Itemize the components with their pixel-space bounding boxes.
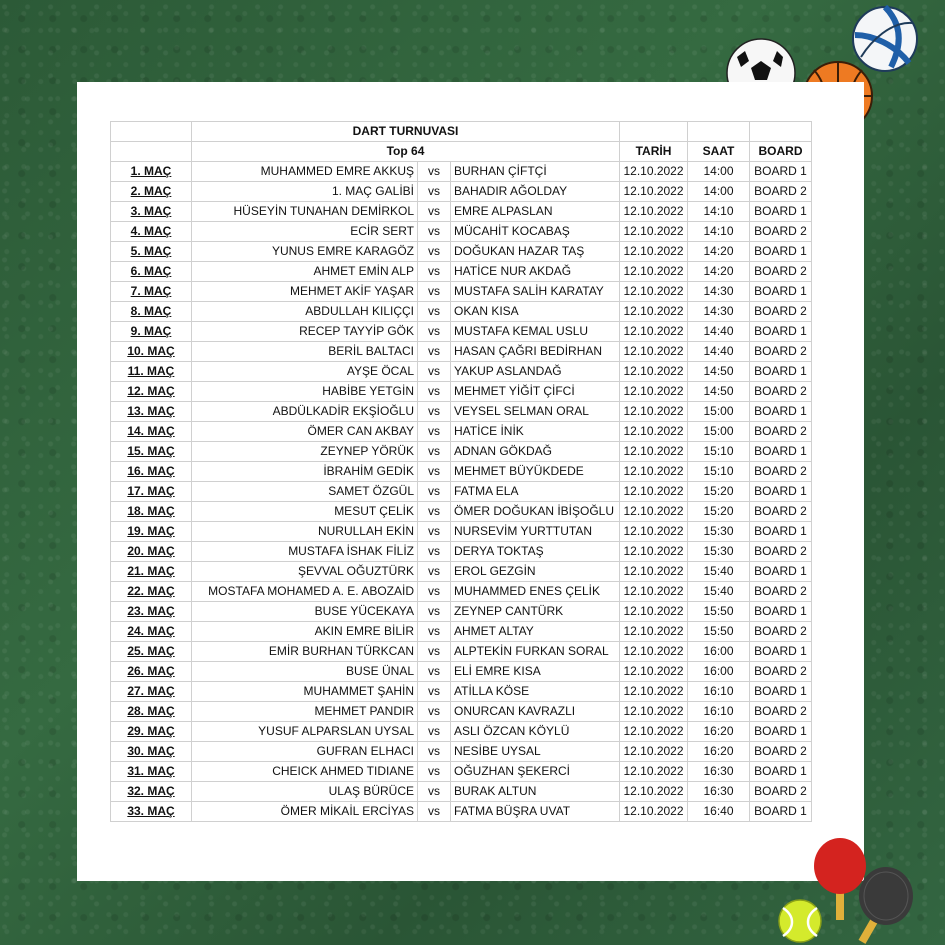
board-cell[interactable]: BOARD 1 <box>750 362 812 382</box>
date-cell[interactable]: 12.10.2022 <box>620 342 688 362</box>
home-player-cell[interactable]: AHMET EMİN ALP <box>192 262 418 282</box>
date-cell[interactable]: 12.10.2022 <box>620 322 688 342</box>
home-player-cell[interactable]: BERİL BALTACI <box>192 342 418 362</box>
home-player-cell[interactable]: ÖMER CAN AKBAY <box>192 422 418 442</box>
match-number-cell[interactable]: 11. MAÇ <box>111 362 192 382</box>
round-label: Top 64 <box>192 142 620 162</box>
vs-cell[interactable]: vs <box>418 222 451 242</box>
time-cell[interactable]: 15:20 <box>688 502 750 522</box>
date-cell[interactable]: 12.10.2022 <box>620 162 688 182</box>
time-cell[interactable]: 15:40 <box>688 582 750 602</box>
vs-cell[interactable]: vs <box>418 742 451 762</box>
board-cell[interactable]: BOARD 2 <box>750 262 812 282</box>
home-player-cell[interactable]: YUSUF ALPARSLAN UYSAL <box>192 722 418 742</box>
table-row <box>111 802 812 822</box>
table-row <box>111 302 812 322</box>
table-row <box>111 582 812 602</box>
board-cell[interactable]: BOARD 2 <box>750 502 812 522</box>
vs-cell[interactable]: vs <box>418 302 451 322</box>
date-cell[interactable]: 12.10.2022 <box>620 502 688 522</box>
away-player-cell[interactable]: ELİ EMRE KISA <box>451 662 620 682</box>
table-row <box>111 402 812 422</box>
away-player-cell[interactable]: MUSTAFA SALİH KARATAY <box>451 282 620 302</box>
time-cell[interactable]: 15:10 <box>688 442 750 462</box>
date-cell[interactable]: 12.10.2022 <box>620 262 688 282</box>
away-player-cell[interactable]: ASLI ÖZCAN KÖYLÜ <box>451 722 620 742</box>
match-number-cell[interactable]: 4. MAÇ <box>111 222 192 242</box>
date-cell[interactable]: 12.10.2022 <box>620 602 688 622</box>
date-cell[interactable]: 12.10.2022 <box>620 242 688 262</box>
ping-pong-paddles-icon <box>814 838 918 944</box>
date-cell[interactable]: 12.10.2022 <box>620 302 688 322</box>
home-player-cell[interactable]: HÜSEYİN TUNAHAN DEMİRKOL <box>192 202 418 222</box>
match-number-cell[interactable]: 30. MAÇ <box>111 742 192 762</box>
home-player-cell[interactable]: AYŞE ÖCAL <box>192 362 418 382</box>
home-player-cell[interactable]: ECİR SERT <box>192 222 418 242</box>
home-player-cell[interactable]: ÖMER MİKAİL ERCİYAS <box>192 802 418 822</box>
time-cell[interactable]: 16:40 <box>688 802 750 822</box>
table-row <box>111 202 812 222</box>
home-player-cell[interactable]: MESUT ÇELİK <box>192 502 418 522</box>
match-number-cell[interactable]: 29. MAÇ <box>111 722 192 742</box>
table-row <box>111 462 812 482</box>
match-number-cell[interactable]: 12. MAÇ <box>111 382 192 402</box>
date-cell[interactable]: 12.10.2022 <box>620 642 688 662</box>
board-cell[interactable]: BOARD 1 <box>750 802 812 822</box>
match-number-cell[interactable]: 28. MAÇ <box>111 702 192 722</box>
vs-cell[interactable]: vs <box>418 182 451 202</box>
away-player-cell[interactable]: BURHAN ÇİFTÇİ <box>451 162 620 182</box>
header-row <box>111 142 812 162</box>
board-cell[interactable]: BOARD 2 <box>750 302 812 322</box>
table-row <box>111 342 812 362</box>
away-player-cell[interactable]: EROL GEZGİN <box>451 562 620 582</box>
away-player-cell[interactable]: EMRE ALPASLAN <box>451 202 620 222</box>
home-player-cell[interactable]: ZEYNEP YÖRÜK <box>192 442 418 462</box>
vs-cell[interactable]: vs <box>418 162 451 182</box>
board-cell[interactable]: BOARD 1 <box>750 162 812 182</box>
date-cell[interactable]: 12.10.2022 <box>620 222 688 242</box>
away-player-cell[interactable]: FATMA BÜŞRA UVAT <box>451 802 620 822</box>
table-row <box>111 182 812 202</box>
table-row <box>111 162 812 182</box>
vs-cell[interactable]: vs <box>418 482 451 502</box>
board-cell[interactable]: BOARD 2 <box>750 782 812 802</box>
vs-cell[interactable]: vs <box>418 782 451 802</box>
home-player-cell[interactable]: MOSTAFA MOHAMED A. E. ABOZAİD <box>192 582 418 602</box>
board-cell[interactable]: BOARD 2 <box>750 222 812 242</box>
time-cell[interactable]: 15:00 <box>688 402 750 422</box>
away-player-cell[interactable]: MEHMET BÜYÜKDEDE <box>451 462 620 482</box>
tennis-ball-icon <box>777 898 823 944</box>
away-player-cell[interactable]: DERYA TOKTAŞ <box>451 542 620 562</box>
time-cell[interactable]: 16:10 <box>688 682 750 702</box>
date-cell[interactable]: 12.10.2022 <box>620 762 688 782</box>
date-cell[interactable]: 12.10.2022 <box>620 382 688 402</box>
vs-cell[interactable]: vs <box>418 362 451 382</box>
time-cell[interactable]: 14:20 <box>688 262 750 282</box>
board-cell[interactable]: BOARD 2 <box>750 462 812 482</box>
date-cell[interactable]: 12.10.2022 <box>620 722 688 742</box>
board-cell[interactable]: BOARD 2 <box>750 182 812 202</box>
away-player-cell[interactable]: BURAK ALTUN <box>451 782 620 802</box>
table-row <box>111 362 812 382</box>
match-number-cell[interactable]: 14. MAÇ <box>111 422 192 442</box>
board-cell[interactable]: BOARD 1 <box>750 482 812 502</box>
table-row <box>111 522 812 542</box>
vs-cell[interactable]: vs <box>418 562 451 582</box>
time-cell[interactable]: 15:50 <box>688 622 750 642</box>
time-cell[interactable]: 16:10 <box>688 702 750 722</box>
time-cell[interactable]: 16:30 <box>688 782 750 802</box>
match-number-cell[interactable]: 24. MAÇ <box>111 622 192 642</box>
match-number-cell[interactable]: 21. MAÇ <box>111 562 192 582</box>
board-cell[interactable]: BOARD 1 <box>750 762 812 782</box>
tournament-title: DART TURNUVASI <box>192 122 620 142</box>
table-row <box>111 322 812 342</box>
home-player-cell[interactable]: HABİBE YETGİN <box>192 382 418 402</box>
home-player-cell[interactable]: ŞEVVAL OĞUZTÜRK <box>192 562 418 582</box>
match-number-cell[interactable]: 1. MAÇ <box>111 162 192 182</box>
board-cell[interactable]: BOARD 2 <box>750 622 812 642</box>
date-header: TARİH <box>620 142 688 162</box>
home-player-cell[interactable]: SAMET ÖZGÜL <box>192 482 418 502</box>
blank-cell[interactable] <box>750 122 812 142</box>
date-cell[interactable]: 12.10.2022 <box>620 542 688 562</box>
away-player-cell[interactable]: HASAN ÇAĞRI BEDİRHAN <box>451 342 620 362</box>
board-cell[interactable]: BOARD 2 <box>750 582 812 602</box>
board-cell[interactable]: BOARD 2 <box>750 382 812 402</box>
time-cell[interactable]: 16:20 <box>688 722 750 742</box>
match-number-cell[interactable]: 33. MAÇ <box>111 802 192 822</box>
board-cell[interactable]: BOARD 1 <box>750 242 812 262</box>
table-row <box>111 222 812 242</box>
time-cell[interactable]: 14:20 <box>688 242 750 262</box>
time-cell[interactable]: 14:40 <box>688 322 750 342</box>
home-player-cell[interactable]: AKIN EMRE BİLİR <box>192 622 418 642</box>
home-player-cell[interactable]: RECEP TAYYİP GÖK <box>192 322 418 342</box>
away-player-cell[interactable]: ADNAN GÖKDAĞ <box>451 442 620 462</box>
away-player-cell[interactable]: MUSTAFA KEMAL USLU <box>451 322 620 342</box>
table-row <box>111 622 812 642</box>
match-number-cell[interactable]: 6. MAÇ <box>111 262 192 282</box>
board-cell[interactable]: BOARD 1 <box>750 722 812 742</box>
board-cell[interactable]: BOARD 1 <box>750 682 812 702</box>
corner-cell[interactable] <box>111 122 192 142</box>
away-player-cell[interactable]: ALPTEKİN FURKAN SORAL <box>451 642 620 662</box>
match-number-cell[interactable]: 10. MAÇ <box>111 342 192 362</box>
vs-cell[interactable]: vs <box>418 802 451 822</box>
match-number-cell[interactable]: 2. MAÇ <box>111 182 192 202</box>
vs-cell[interactable]: vs <box>418 442 451 462</box>
home-player-cell[interactable]: MUSTAFA İSHAK FİLİZ <box>192 542 418 562</box>
time-cell[interactable]: 15:10 <box>688 462 750 482</box>
match-number-cell[interactable]: 18. MAÇ <box>111 502 192 522</box>
blank-cell[interactable] <box>688 122 750 142</box>
table-row <box>111 502 812 522</box>
home-player-cell[interactable]: BUSE ÜNAL <box>192 662 418 682</box>
away-player-cell[interactable]: NURSEVİM YURTTUTAN <box>451 522 620 542</box>
vs-cell[interactable]: vs <box>418 202 451 222</box>
away-player-cell[interactable]: BAHADIR AĞOLDAY <box>451 182 620 202</box>
vs-cell[interactable]: vs <box>418 682 451 702</box>
board-cell[interactable]: BOARD 2 <box>750 742 812 762</box>
home-player-cell[interactable]: MEHMET PANDIR <box>192 702 418 722</box>
board-cell[interactable]: BOARD 2 <box>750 422 812 442</box>
time-header: SAAT <box>688 142 750 162</box>
date-cell[interactable]: 12.10.2022 <box>620 282 688 302</box>
date-cell[interactable]: 12.10.2022 <box>620 402 688 422</box>
table-row <box>111 262 812 282</box>
time-cell[interactable]: 14:50 <box>688 362 750 382</box>
blank-cell[interactable] <box>620 122 688 142</box>
blank-cell[interactable] <box>111 142 192 162</box>
home-player-cell[interactable]: YUNUS EMRE KARAGÖZ <box>192 242 418 262</box>
date-cell[interactable]: 12.10.2022 <box>620 202 688 222</box>
vs-cell[interactable]: vs <box>418 422 451 442</box>
match-number-cell[interactable]: 19. MAÇ <box>111 522 192 542</box>
match-number-cell[interactable]: 25. MAÇ <box>111 642 192 662</box>
board-header: BOARD <box>750 142 812 162</box>
vs-cell[interactable]: vs <box>418 282 451 302</box>
vs-cell[interactable]: vs <box>418 722 451 742</box>
away-player-cell[interactable]: MUHAMMED ENES ÇELİK <box>451 582 620 602</box>
table-row <box>111 762 812 782</box>
away-player-cell[interactable]: NESİBE UYSAL <box>451 742 620 762</box>
board-cell[interactable]: BOARD 1 <box>750 522 812 542</box>
board-cell[interactable]: BOARD 1 <box>750 322 812 342</box>
vs-cell[interactable]: vs <box>418 542 451 562</box>
date-cell[interactable]: 12.10.2022 <box>620 522 688 542</box>
vs-cell[interactable]: vs <box>418 262 451 282</box>
away-player-cell[interactable]: YAKUP ASLANDAĞ <box>451 362 620 382</box>
board-cell[interactable]: BOARD 1 <box>750 442 812 462</box>
match-number-cell[interactable]: 26. MAÇ <box>111 662 192 682</box>
time-cell[interactable]: 14:30 <box>688 282 750 302</box>
vs-cell[interactable]: vs <box>418 662 451 682</box>
board-cell[interactable]: BOARD 1 <box>750 562 812 582</box>
date-cell[interactable]: 12.10.2022 <box>620 462 688 482</box>
home-player-cell[interactable]: EMİR BURHAN TÜRKCAN <box>192 642 418 662</box>
vs-cell[interactable]: vs <box>418 322 451 342</box>
date-cell[interactable]: 12.10.2022 <box>620 802 688 822</box>
away-player-cell[interactable]: HATİCE İNİK <box>451 422 620 442</box>
match-number-cell[interactable]: 13. MAÇ <box>111 402 192 422</box>
match-number-cell[interactable]: 17. MAÇ <box>111 482 192 502</box>
vs-cell[interactable]: vs <box>418 582 451 602</box>
away-player-cell[interactable]: AHMET ALTAY <box>451 622 620 642</box>
match-number-cell[interactable]: 23. MAÇ <box>111 602 192 622</box>
table-row <box>111 682 812 702</box>
board-cell[interactable]: BOARD 1 <box>750 402 812 422</box>
home-player-cell[interactable]: NURULLAH EKİN <box>192 522 418 542</box>
time-cell[interactable]: 14:00 <box>688 182 750 202</box>
table-row <box>111 642 812 662</box>
date-cell[interactable]: 12.10.2022 <box>620 702 688 722</box>
home-player-cell[interactable]: ABDULLAH KILIÇÇI <box>192 302 418 322</box>
time-cell[interactable]: 15:40 <box>688 562 750 582</box>
home-player-cell[interactable]: CHEICK AHMED TIDIANE <box>192 762 418 782</box>
match-number-cell[interactable]: 16. MAÇ <box>111 462 192 482</box>
vs-cell[interactable]: vs <box>418 402 451 422</box>
date-cell[interactable]: 12.10.2022 <box>620 742 688 762</box>
vs-cell[interactable]: vs <box>418 242 451 262</box>
table-row <box>111 542 812 562</box>
match-number-cell[interactable]: 32. MAÇ <box>111 782 192 802</box>
match-number-cell[interactable]: 27. MAÇ <box>111 682 192 702</box>
table-row <box>111 602 812 622</box>
match-number-cell[interactable]: 8. MAÇ <box>111 302 192 322</box>
table-row <box>111 722 812 742</box>
time-cell[interactable]: 14:10 <box>688 202 750 222</box>
match-number-cell[interactable]: 15. MAÇ <box>111 442 192 462</box>
table-row <box>111 282 812 302</box>
away-player-cell[interactable]: VEYSEL SELMAN ORAL <box>451 402 620 422</box>
date-cell[interactable]: 12.10.2022 <box>620 582 688 602</box>
table-row <box>111 242 812 262</box>
away-player-cell[interactable]: ÖMER DOĞUKAN İBİŞOĞLU <box>451 502 620 522</box>
time-cell[interactable]: 14:40 <box>688 342 750 362</box>
table-row <box>111 702 812 722</box>
away-player-cell[interactable]: MÜCAHİT KOCABAŞ <box>451 222 620 242</box>
away-player-cell[interactable]: DOĞUKAN HAZAR TAŞ <box>451 242 620 262</box>
match-number-cell[interactable]: 3. MAÇ <box>111 202 192 222</box>
table-row <box>111 442 812 462</box>
vs-cell[interactable]: vs <box>418 502 451 522</box>
away-player-cell[interactable]: OĞUZHAN ŞEKERCİ <box>451 762 620 782</box>
time-cell[interactable]: 16:00 <box>688 662 750 682</box>
away-player-cell[interactable]: FATMA ELA <box>451 482 620 502</box>
match-number-cell[interactable]: 5. MAÇ <box>111 242 192 262</box>
date-cell[interactable]: 12.10.2022 <box>620 182 688 202</box>
home-player-cell[interactable]: İBRAHİM GEDİK <box>192 462 418 482</box>
board-cell[interactable]: BOARD 1 <box>750 202 812 222</box>
away-player-cell[interactable]: ZEYNEP CANTÜRK <box>451 602 620 622</box>
board-cell[interactable]: BOARD 1 <box>750 282 812 302</box>
away-player-cell[interactable]: MEHMET YİĞİT ÇİFCİ <box>451 382 620 402</box>
time-cell[interactable]: 15:30 <box>688 542 750 562</box>
vs-cell[interactable]: vs <box>418 342 451 362</box>
date-cell[interactable]: 12.10.2022 <box>620 562 688 582</box>
vs-cell[interactable]: vs <box>418 462 451 482</box>
home-player-cell[interactable]: ULAŞ BÜRÜCE <box>192 782 418 802</box>
board-cell[interactable]: BOARD 2 <box>750 662 812 682</box>
time-cell[interactable]: 15:30 <box>688 522 750 542</box>
date-cell[interactable]: 12.10.2022 <box>620 422 688 442</box>
vs-cell[interactable]: vs <box>418 522 451 542</box>
time-cell[interactable]: 14:50 <box>688 382 750 402</box>
home-player-cell[interactable]: ABDÜLKADİR EKŞİOĞLU <box>192 402 418 422</box>
match-schedule-table <box>110 121 812 822</box>
home-player-cell[interactable]: MEHMET AKİF YAŞAR <box>192 282 418 302</box>
vs-cell[interactable]: vs <box>418 762 451 782</box>
vs-cell[interactable]: vs <box>418 622 451 642</box>
table-row <box>111 742 812 762</box>
time-cell[interactable]: 15:50 <box>688 602 750 622</box>
match-number-cell[interactable]: 9. MAÇ <box>111 322 192 342</box>
away-player-cell[interactable]: HATİCE NUR AKDAĞ <box>451 262 620 282</box>
schedule-card <box>77 82 864 881</box>
match-number-cell[interactable]: 7. MAÇ <box>111 282 192 302</box>
date-cell[interactable]: 12.10.2022 <box>620 682 688 702</box>
table-row <box>111 562 812 582</box>
home-player-cell[interactable]: MUHAMMET ŞAHİN <box>192 682 418 702</box>
title-row <box>111 122 812 142</box>
time-cell[interactable]: 16:30 <box>688 762 750 782</box>
time-cell[interactable]: 15:00 <box>688 422 750 442</box>
home-player-cell[interactable]: 1. MAÇ GALİBİ <box>192 182 418 202</box>
table-row <box>111 482 812 502</box>
table-row <box>111 662 812 682</box>
vs-cell[interactable]: vs <box>418 602 451 622</box>
home-player-cell[interactable]: GUFRAN ELHACI <box>192 742 418 762</box>
date-cell[interactable]: 12.10.2022 <box>620 362 688 382</box>
date-cell[interactable]: 12.10.2022 <box>620 442 688 462</box>
vs-cell[interactable]: vs <box>418 702 451 722</box>
date-cell[interactable]: 12.10.2022 <box>620 662 688 682</box>
home-player-cell[interactable]: MUHAMMED EMRE AKKUŞ <box>192 162 418 182</box>
table-row <box>111 422 812 442</box>
board-cell[interactable]: BOARD 2 <box>750 542 812 562</box>
match-number-cell[interactable]: 20. MAÇ <box>111 542 192 562</box>
away-player-cell[interactable]: ATİLLA KÖSE <box>451 682 620 702</box>
vs-cell[interactable]: vs <box>418 382 451 402</box>
time-cell[interactable]: 14:30 <box>688 302 750 322</box>
board-cell[interactable]: BOARD 2 <box>750 702 812 722</box>
board-cell[interactable]: BOARD 2 <box>750 342 812 362</box>
time-cell[interactable]: 16:00 <box>688 642 750 662</box>
home-player-cell[interactable]: BUSE YÜCEKAYA <box>192 602 418 622</box>
match-number-cell[interactable]: 31. MAÇ <box>111 762 192 782</box>
board-cell[interactable]: BOARD 1 <box>750 602 812 622</box>
date-cell[interactable]: 12.10.2022 <box>620 782 688 802</box>
table-row <box>111 382 812 402</box>
away-player-cell[interactable]: OKAN KISA <box>451 302 620 322</box>
vs-cell[interactable]: vs <box>418 642 451 662</box>
time-cell[interactable]: 15:20 <box>688 482 750 502</box>
time-cell[interactable]: 16:20 <box>688 742 750 762</box>
match-number-cell[interactable]: 22. MAÇ <box>111 582 192 602</box>
away-player-cell[interactable]: ONURCAN KAVRAZLI <box>451 702 620 722</box>
time-cell[interactable]: 14:00 <box>688 162 750 182</box>
date-cell[interactable]: 12.10.2022 <box>620 482 688 502</box>
time-cell[interactable]: 14:10 <box>688 222 750 242</box>
date-cell[interactable]: 12.10.2022 <box>620 622 688 642</box>
board-cell[interactable]: BOARD 1 <box>750 642 812 662</box>
table-row <box>111 782 812 802</box>
